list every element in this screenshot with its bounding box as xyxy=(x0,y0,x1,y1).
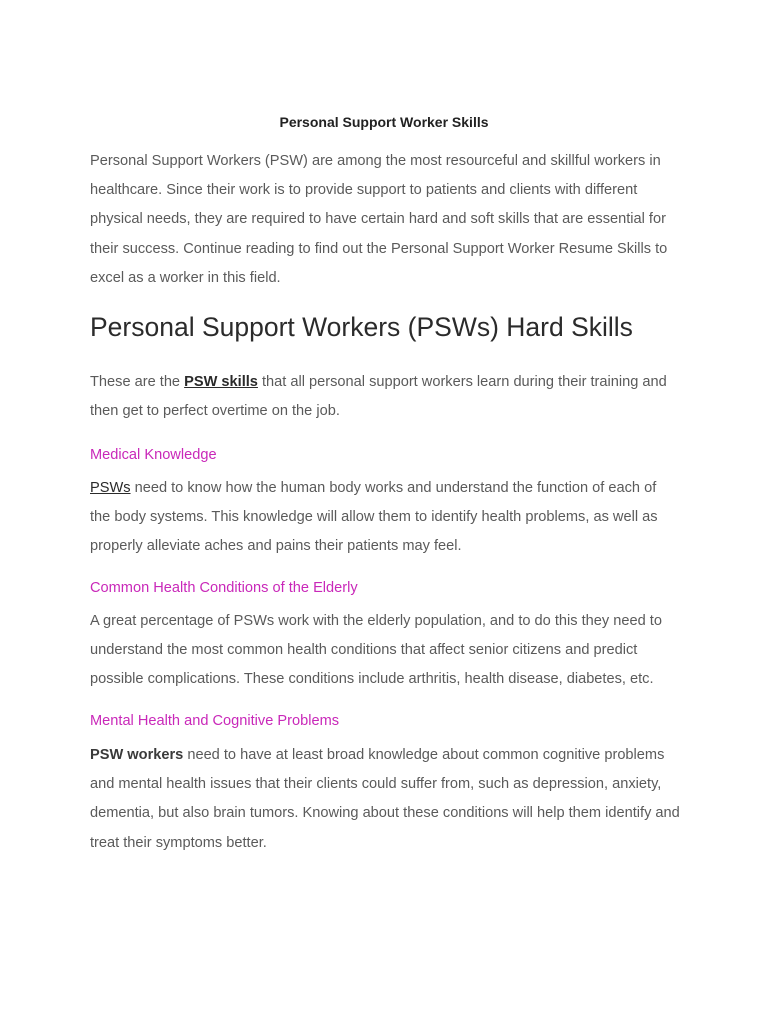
elderly-conditions-paragraph: A great percentage of PSWs work with the elderly population, and to do this they need to understand the most common health conditions that affect senior citizens and predict possible complications. These conditions include arthritis, health disease, diabetes, etc. xyxy=(90,613,662,688)
psws-link[interactable]: PSWs xyxy=(90,480,131,496)
psw-workers-bold: PSW workers xyxy=(90,747,184,763)
hard-skills-heading: Personal Support Workers (PSWs) Hard Skills xyxy=(90,312,633,342)
hard-skills-text-after: that all personal support workers learn during their training and then get to perfect overtime on the job. xyxy=(90,374,667,420)
elderly-conditions-heading: Common Health Conditions of the Elderly xyxy=(90,580,358,596)
psw-skills-link[interactable]: PSW skills xyxy=(184,374,258,390)
medical-knowledge-heading: Medical Knowledge xyxy=(90,447,217,463)
medical-knowledge-text: need to know how the human body works and understand the function of each of the body systems. This knowledge will allow them to identify health problems, as well as properly alleviate aches and pains their patients may feel. xyxy=(90,480,658,555)
hard-skills-paragraph xyxy=(90,368,680,426)
mental-health-heading: Mental Health and Cognitive Problems xyxy=(90,713,340,729)
document-title: Personal Support Worker Skills xyxy=(279,114,489,130)
intro-paragraph: Personal Support Workers (PSW) are among the most resourceful and skillful workers in healthcare. Since their work is to provide support to patients and clients with different physical needs, they are required to have certain hard and soft skills that are essential for their success. Continue reading to find out the Personal Support Worker Resume Skills to excel as a worker in this field. xyxy=(90,153,668,286)
mental-health-text: need to have at least broad knowledge about common cognitive problems and mental health issues that their clients could suffer from, such as depression, anxiety, dementia, but also brain tumors. Knowing about these conditions will help them identify and treat their symptoms better. xyxy=(90,747,680,851)
mental-health-paragraph xyxy=(90,741,680,858)
hard-skills-text-before: These are the xyxy=(90,374,185,390)
medical-knowledge-paragraph xyxy=(90,474,680,562)
